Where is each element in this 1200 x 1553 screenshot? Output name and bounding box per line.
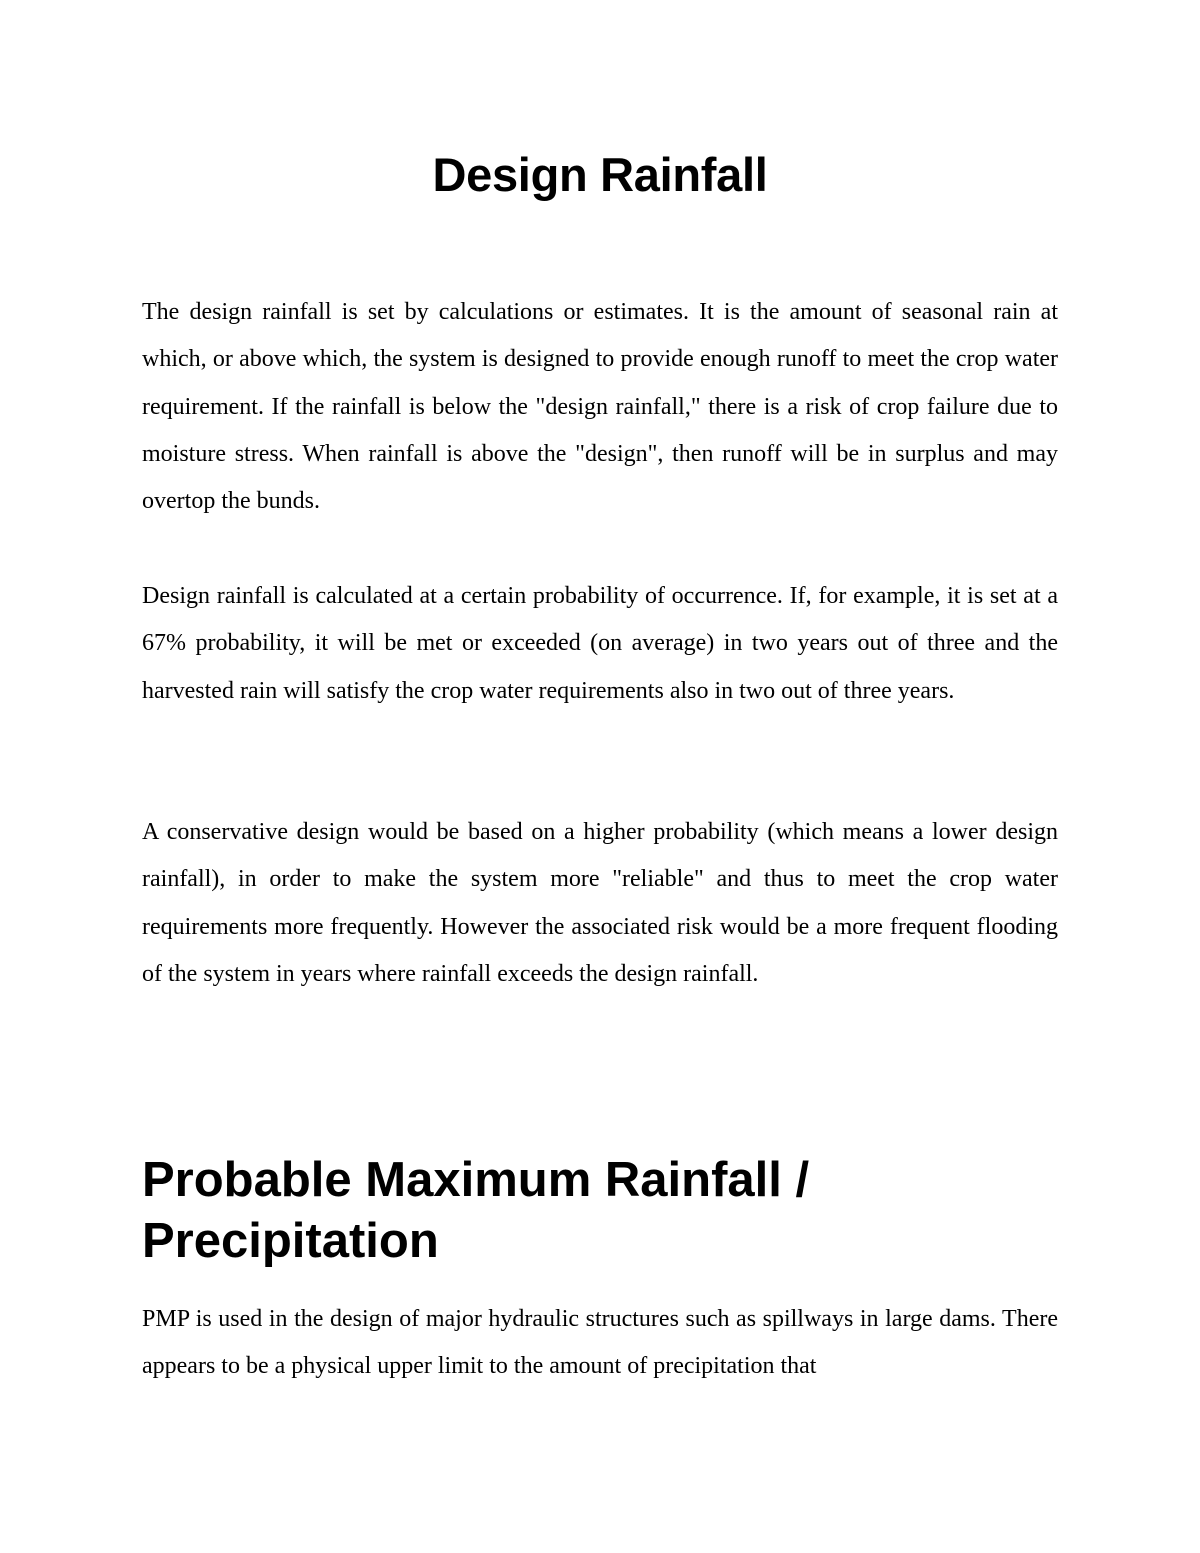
page-title: Design Rainfall (432, 148, 768, 201)
paragraph-conservative-design: A conservative design would be based on a higher probability (which means a lower design rainfall), in order to make the system more "reliable" and thus to meet the crop water requirements more frequently. However the associated risk would be a more frequent flooding of the system in years where rainfall exceeds the design rainfall. (142, 819, 1058, 987)
paragraph-design-rainfall-definition: The design rainfall is set by calculations or estimates. It is the amount of seasonal rain at which, or above which, the system is designed to provide enough runoff to meet the crop water requirement. If the rainfall is below the "design rainfall," there is a risk of crop failure due to moisture stress. When rainfall is above the "design", then runoff will be in surplus and may overtop the bunds. (142, 299, 1058, 515)
section-heading-pmp: Probable Maximum Rainfall / Precipitation (142, 1153, 810, 1268)
paragraph-probability-of-occurrence: Design rainfall is calculated at a certain probability of occurrence. If, for example, it is set at a 67% probability, it will be met or exceeded (on average) in two years out of three and the harvested rain will satisfy the crop water requirements also in two out of three years. (142, 583, 1058, 704)
paragraph-pmp-intro: PMP is used in the design of major hydraulic structures such as spillways in large dams. There appears to be a physical upper limit to the amount of precipitation that (142, 1306, 1058, 1380)
